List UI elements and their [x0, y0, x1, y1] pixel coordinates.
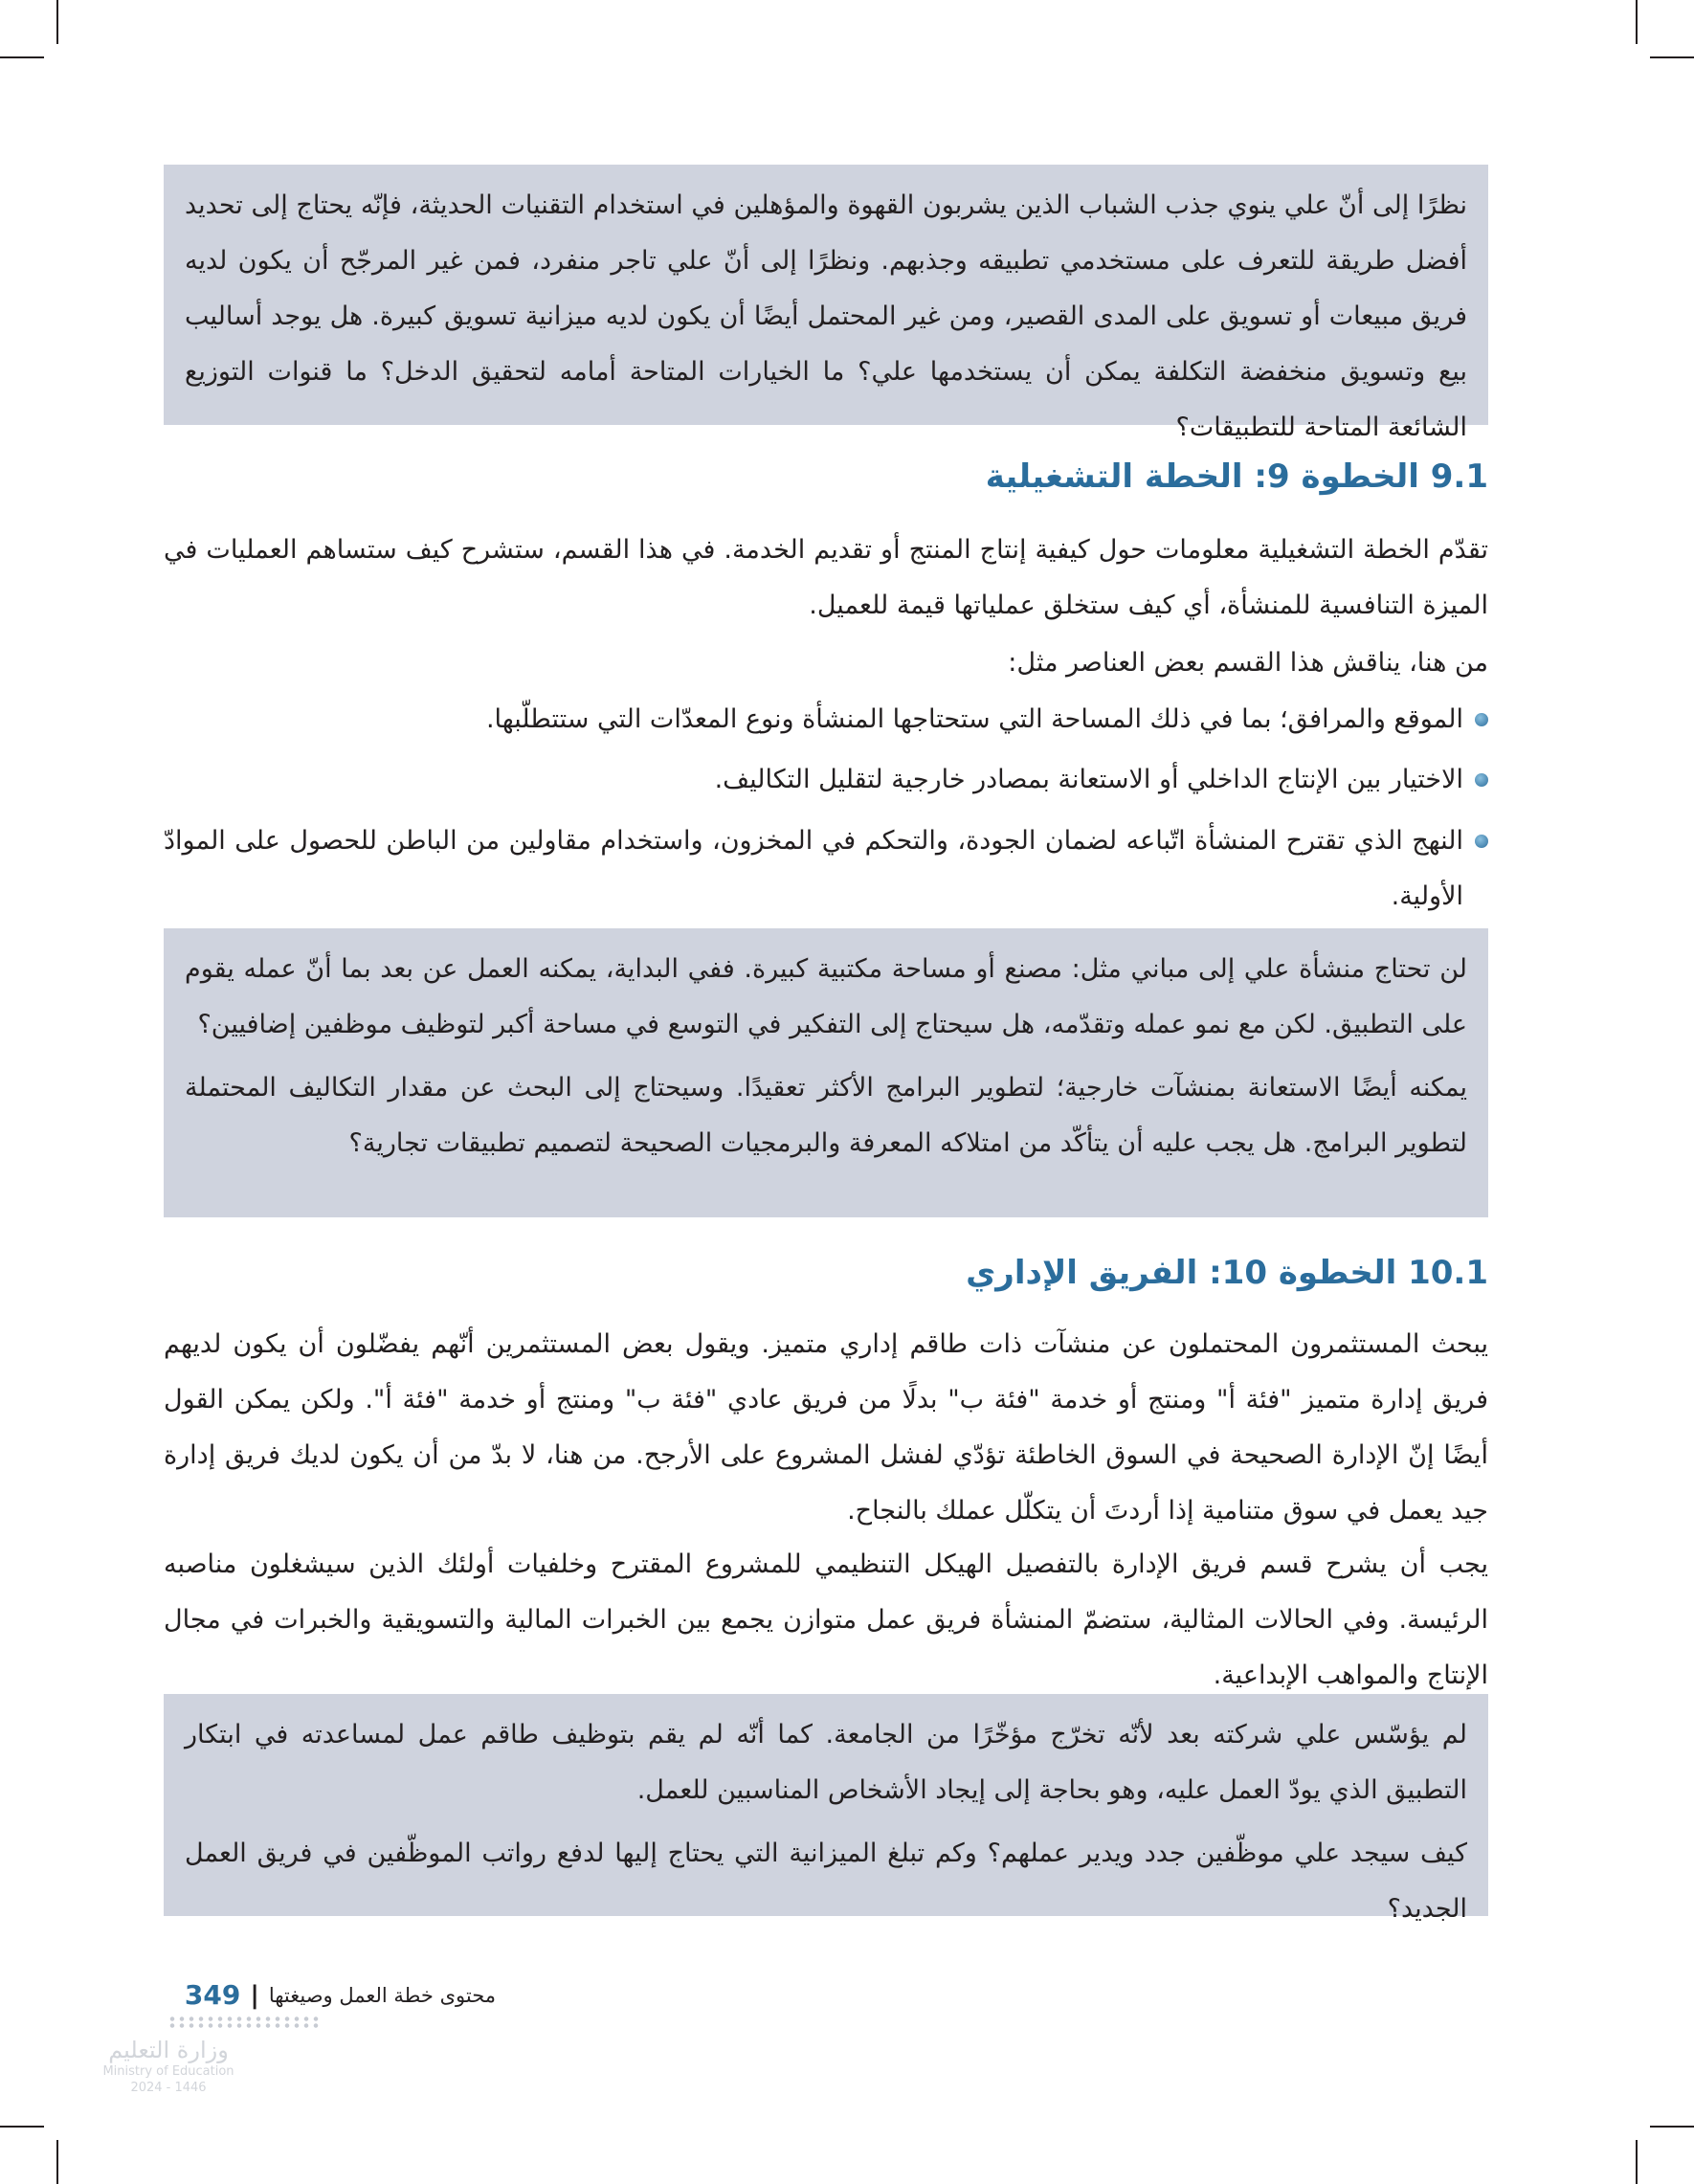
page-footer [185, 1979, 496, 2011]
crop-mark-bottom-left-h [0, 2126, 44, 2128]
section-10-paragraph-1: يبحث المستثمرون المحتملون عن منشآت ذات طاقم إداري متميز. ويقول بعض المستثمرين أنّهم يفضّلون أن يكون لديهم فريق إدارة متميز "فئة أ" ومنتج أو خدمة "فئة ب" بدلًا من فريق عادي "فئة ب" ومنتج أو خدمة "فئة أ". ولكن يمكن القول أيضًا إنّ الإدارة الصحيحة في السوق الخاطئة تؤدّي لفشل المشروع على الأرجح. من هنا، لا بدّ من أن يكون لديك فريق إدارة جيد يعمل في سوق متنامية إذا أردتَ أن يتكلّل عملك بالنجاح. [164, 1329, 1488, 1526]
section-heading-10: 10.1 الخطوة 10: الفريق الإداري [966, 1254, 1488, 1292]
bullet-item [164, 752, 1488, 808]
crop-mark-top-left-v [56, 0, 58, 44]
case-study-box-2 [164, 928, 1488, 1217]
running-title: محتوى خطة العمل وصيغتها [268, 1983, 496, 2007]
bullet-item [164, 813, 1488, 925]
crop-mark-bottom-right-h [1650, 2126, 1694, 2128]
watermark-year: 2024 - 1446 [130, 2081, 207, 2095]
crop-mark-bottom-right-v [1636, 2140, 1638, 2184]
section-9-lead: من هنا، يناقش هذا القسم بعض العناصر مثل: [1008, 648, 1488, 678]
crop-mark-top-right-h [1650, 56, 1694, 58]
footer-separator: | [250, 1980, 259, 2010]
section-10-paragraph-2: يجب أن يشرح قسم فريق الإدارة بالتفصيل الهيكل التنظيمي للمشروع المقترح وخلفيات أولئك الذين سيشغلون مناصبه الرئيسة. وفي الحالات المثالية، ستضمّ المنشأة فريق عمل متوازن يجمع بين الخبرات المالية والتسويقية والخبرات في مجال الإنتاج والمواهب الإبداعية. [164, 1549, 1488, 1690]
crop-mark-top-left-h [0, 56, 44, 58]
bullet-text: الموقع والمرافق؛ بما في ذلك المساحة التي ستحتاجها المنشأة ونوع المعدّات التي ستتطلّبها. [485, 704, 1463, 734]
bullet-icon [1475, 773, 1488, 787]
case-study-text: نظرًا إلى أنّ علي ينوي جذب الشباب الذين يشربون القهوة والمؤهلين في استخدام التقنيات الحديثة، فإنّه يحتاج إلى تحديد أفضل طريقة للتعرف على مستخدمي تطبيقه وجذبهم. ونظرًا إلى أنّ علي تاجر منفرد، فمن غير المرجّح أن يكون لديه فريق مبيعات أو تسويق على المدى القصير، ومن غير المحتمل أيضًا أن يكون لديه ميزانية تسويق كبيرة. هل يوجد أساليب بيع وتسويق منخفضة التكلفة يمكن أن يستخدمها علي؟ ما الخيارات المتاحة أمامه لتحقيق الدخل؟ ما قنوات التوزيع الشائعة المتاحة للتطبيقات؟ [185, 190, 1467, 442]
ministry-watermark-logo [82, 2037, 255, 2096]
bullet-icon [1475, 835, 1488, 848]
case-study-text: كيف سيجد علي موظّفين جدد ويدير عملهم؟ وكم تبلغ الميزانية التي يحتاج إليها لدفع رواتب الموظّفين في فريق العمل الجديد؟ [185, 1839, 1467, 1924]
case-study-box-1 [164, 165, 1488, 442]
page-number: 349 [184, 1979, 241, 2011]
case-study-text: يمكنه أيضًا الاستعانة بمنشآت خارجية؛ لتطوير البرامج الأكثر تعقيدًا. وسيحتاج إلى البحث عن مقدار التكاليف المحتملة لتطوير البرامج. هل يجب عليه أن يتأكّد من امتلاكه المعرفة والبرمجيات الصحيحة لتصميم تطبيقات تجارية؟ [185, 1073, 1467, 1158]
bullet-text: الاختيار بين الإنتاج الداخلي أو الاستعانة بمصادر خارجية لتقليل التكاليف. [714, 765, 1463, 794]
dot-pattern-decoration [167, 2016, 321, 2029]
case-study-box-3 [164, 1694, 1488, 1924]
section-heading-9: 9.1 الخطوة 9: الخطة التشغيلية [985, 457, 1488, 496]
crop-mark-bottom-left-v [56, 2140, 58, 2184]
bullet-icon [1475, 713, 1488, 726]
case-study-text: لن تحتاج منشأة علي إلى مباني مثل: مصنع أو مساحة مكتبية كبيرة. ففي البداية، يمكنه العمل عن بعد بما أنّ عمله يقوم على التطبيق. لكن مع نمو عمله وتقدّمه، هل سيحتاج إلى التفكير في التوسع في مساحة أكبر لتوظيف موظفين إضافيين؟ [185, 954, 1467, 1039]
case-study-text: لم يؤسّس علي شركته بعد لأنّه تخرّج مؤخّرًا من الجامعة. كما أنّه لم يقم بتوظيف طاقم عمل لمساعدته في ابتكار التطبيق الذي يودّ العمل عليه، وهو بحاجة إلى إيجاد الأشخاص المناسبين للعمل. [185, 1720, 1467, 1805]
watermark-english: Ministry of Education [102, 2064, 234, 2079]
bullet-text: النهج الذي تقترح المنشأة اتّباعه لضمان الجودة، والتحكم في المخزون، واستخدام مقاولين من الباطن للحصول على الموادّ الأولية. [164, 826, 1463, 911]
section-9-intro: تقدّم الخطة التشغيلية معلومات حول كيفية إنتاج المنتج أو تقديم الخدمة. في هذا القسم، ستشرح كيف ستساهم العمليات في الميزة التنافسية للمنشأة، أي كيف ستخلق عملياتها قيمة للعميل. [164, 535, 1488, 620]
bullet-item [164, 692, 1488, 747]
watermark-arabic: وزارة التعليم [108, 2037, 229, 2063]
crop-mark-top-right-v [1636, 0, 1638, 44]
